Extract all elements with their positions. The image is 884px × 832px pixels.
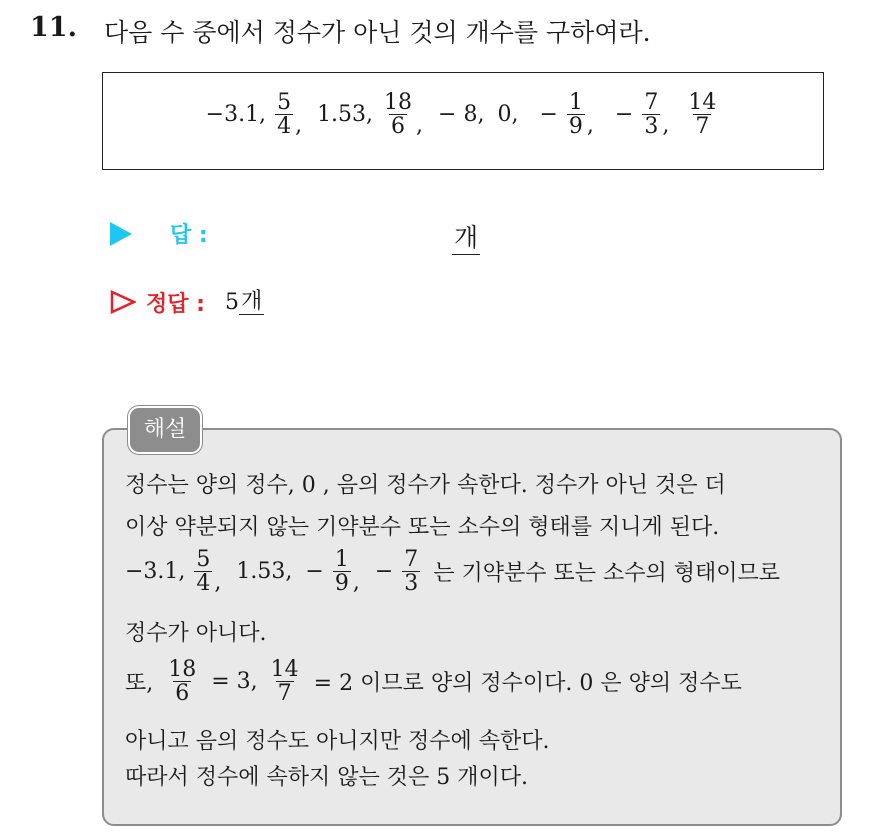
correct-answer-row bbox=[110, 284, 264, 318]
explanation-line: 아니고 음의 정수도 아니지만 정수에 속한다. bbox=[125, 729, 550, 754]
correct-answer-label: 정답 : bbox=[146, 291, 205, 317]
answer-label: 답 : bbox=[170, 223, 208, 248]
explanation-line: 이상 약분되지 않는 기약분수 또는 소수의 형태를 지니게 된다. bbox=[125, 515, 720, 540]
fraction-item: $\frac{18}{6}$ bbox=[168, 657, 197, 707]
fraction-item: $\frac{1}{9}$ bbox=[334, 547, 349, 597]
question-number: 11. bbox=[30, 12, 77, 43]
explanation-line: 또, $\frac{18}{6}$ = 3, $\frac{14}{7}$ = 2 이므로 양의 정수이다. 0 은 양의 정수도 bbox=[125, 657, 742, 707]
correct-answer-unit: 개 bbox=[240, 289, 263, 314]
fraction-item: $\frac{5}{4}$ bbox=[196, 547, 211, 597]
fraction-item: $\frac{5}{4}$ bbox=[277, 90, 292, 140]
answer-blank-unit[interactable]: 개 bbox=[452, 218, 480, 255]
fraction-item: $\frac{7}{3}$ bbox=[404, 547, 419, 597]
fraction-item: $\frac{14}{7}$ bbox=[270, 657, 299, 707]
number-list: −3.1, $\frac{5}{4}$ , 1.53, $\frac{18}{6}$ , − 8, 0, − $\frac{1}{9}$ , − $\frac{7}{3}$ , $\frac{14}{7}$ bbox=[205, 90, 717, 140]
number-item: − 8, bbox=[438, 102, 485, 128]
explanation-line: 정수가 아니다. bbox=[125, 621, 267, 646]
number-item: −3.1, bbox=[205, 102, 267, 128]
number-item: 0, bbox=[497, 102, 519, 128]
explanation-line: 정수는 양의 정수, 0 , 음의 정수가 속한다. 정수가 아닌 것은 더 bbox=[125, 473, 726, 498]
explanation-tag: 해설 bbox=[128, 406, 202, 454]
question-text: 다음 수 중에서 정수가 아닌 것의 개수를 구하여라. bbox=[104, 18, 651, 47]
fraction-item: $\frac{1}{9}$ bbox=[568, 90, 583, 140]
outline-triangle-icon bbox=[110, 290, 136, 314]
number-item: 1.53, bbox=[317, 102, 374, 128]
correct-answer-value: 5 bbox=[224, 289, 239, 315]
fraction-item: $\frac{18}{6}$ bbox=[384, 90, 413, 140]
fraction-item: $\frac{7}{3}$ bbox=[644, 90, 659, 140]
play-triangle-icon bbox=[110, 222, 132, 246]
number-list-box bbox=[102, 72, 824, 170]
fraction-item: $\frac{14}{7}$ bbox=[688, 90, 717, 140]
explanation-line: −3.1, $\frac{5}{4}$ , 1.53, − $\frac{1}{9}$ , − $\frac{7}{3}$ 는 기약분수 또는 소수의 형태이므로 bbox=[125, 547, 781, 597]
explanation-line: 따라서 정수에 속하지 않는 것은 5 개이다. bbox=[125, 765, 528, 790]
answer-row bbox=[110, 218, 208, 249]
